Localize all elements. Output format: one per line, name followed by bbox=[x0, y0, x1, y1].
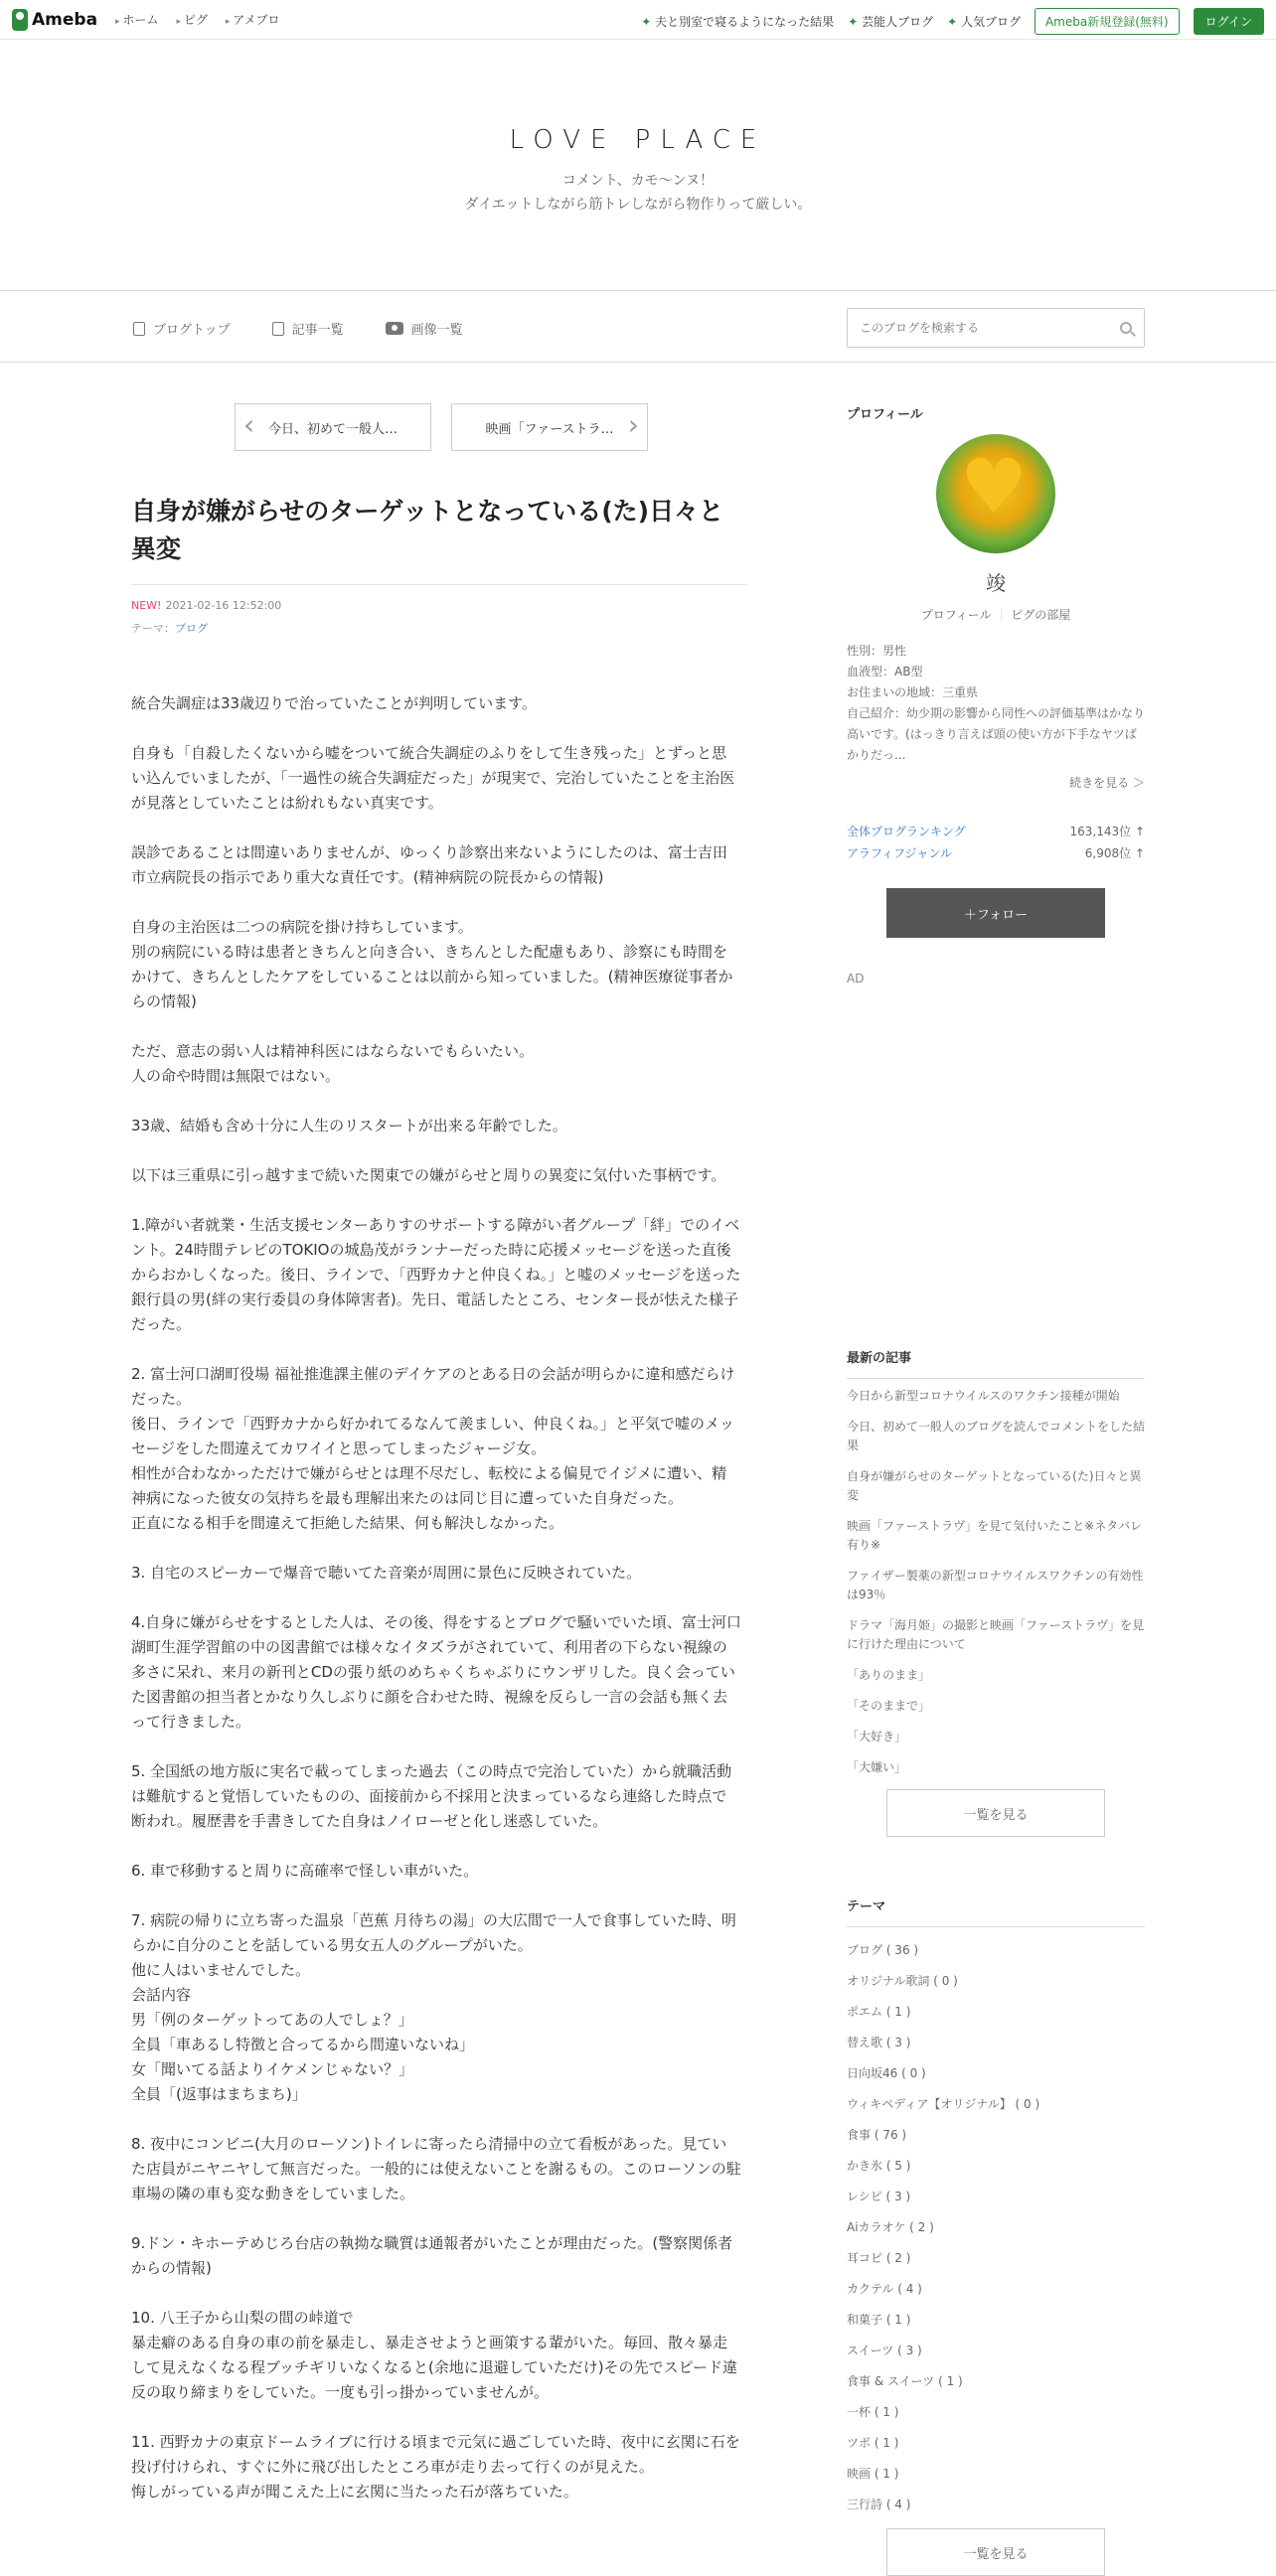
nav-blog-top-label: ブログトップ bbox=[153, 323, 231, 338]
article-paragraph: 7. 病院の帰りに立ち寄った温泉「芭蕉 月待ちの湯」の大広間で一人で食事していた時、明らかに自分のことを話している男女五人のグループがいた。 他に人はいませんでした。 会話内容 男「例のターゲットってあの人でしょ？」 全員「車あるし特徴と合ってるから間違いないね」 女「聞いてる話よりイケメンじゃない？」 全員「(返事はまちまち)」 bbox=[131, 1911, 736, 2103]
article-paragraph: 11. 西野カナの東京ドームライブに行ける頃まで元気に過ごしていた時、夜中に玄関に石を投げ付けられ、すぐに外に飛び出したところ車が走り去って行くのが見えた。 悔しがっている声が聞こえた上に玄関に当たった石が落ちていた。 bbox=[131, 2433, 740, 2500]
themes-heading: テーマ bbox=[847, 1899, 886, 1914]
theme-item[interactable]: スイーツ ( 3 ) bbox=[847, 2344, 922, 2357]
article-paragraph: 以下は三重県に引っ越すまで続いた関東での嫌がらせと周りの異変に気付いた事柄です。 bbox=[131, 1166, 726, 1184]
article-paragraph: 自身も「自殺したくないから嘘をついて統合失調症のふりをして生き残った」とずっと思い込んでいましたが、「一過性の統合失調症だった」が現実で、完治していたことを主治医が見落としていたことは紛れもない真実です。 bbox=[131, 744, 735, 812]
popular-blog-link[interactable]: ✦ 人気ブログ bbox=[947, 13, 1021, 30]
article-theme-label: テーマ： bbox=[131, 622, 175, 635]
blog-description bbox=[0, 169, 1276, 217]
theme-item[interactable]: かき氷 ( 5 ) bbox=[847, 2159, 911, 2173]
article-paragraph: 10. 八王子から山梨の間の峠道で 暴走癖のある自身の車の前を暴走し、暴走させようと画策する輩がいた。毎回、散々暴走して見えなくなる程ブッチギリいなくなると(余地に退避していただけ)その先でスピード違反の取り締まりをしていた。一度も引っ掛かっていませんが。 bbox=[131, 2309, 738, 2401]
themes-list bbox=[847, 1926, 1145, 2520]
article-paragraph: 統合失調症は33歳辺りで治っていたことが判明しています。 bbox=[131, 694, 537, 712]
genre-ranking-link[interactable]: アラフィフジャンル bbox=[847, 846, 953, 860]
ad-label: AD bbox=[847, 972, 865, 985]
copy-icon bbox=[272, 322, 284, 336]
article-paragraph: 誤診であることは間違いありませんが、ゆっくり診察出来ないようにしたのは、富士吉田市立病院長の指示であり重大な責任です。(精神病院の院長からの情報) bbox=[131, 843, 727, 886]
article-paragraph: 自身の主治医は二つの病院を掛け持ちしています。 別の病院にいる時は患者ときちんと向き合い、きちんとした配慮もあり、診察にも時間をかけて、きちんとしたケアをしていることは以前から知っていました。(精神医療従事者からの情報) bbox=[131, 918, 733, 1010]
search-icon[interactable] bbox=[1120, 322, 1132, 334]
profile-gender: 性別：男性 bbox=[847, 644, 907, 658]
article-pager bbox=[135, 403, 747, 451]
theme-item[interactable]: 和菓子 ( 1 ) bbox=[847, 2313, 911, 2327]
theme-item[interactable]: ウィキペディア【オリジナル】 ( 0 ) bbox=[847, 2097, 1040, 2111]
avatar[interactable] bbox=[936, 434, 1055, 553]
blog-search-input[interactable] bbox=[860, 321, 1120, 335]
nav-image-list[interactable] bbox=[386, 319, 463, 338]
theme-item[interactable]: ポエム ( 1 ) bbox=[847, 2005, 911, 2019]
profile-nickname[interactable]: 竣 bbox=[986, 571, 1006, 595]
themes bbox=[847, 1895, 1145, 2576]
theme-item[interactable]: ブログ ( 36 ) bbox=[847, 1943, 919, 1957]
recent-article-item[interactable]: 「大好き」 bbox=[847, 1730, 907, 1743]
document-icon bbox=[133, 322, 145, 336]
recent-articles-heading: 最新の記事 bbox=[847, 1351, 912, 1366]
recent-article-item[interactable]: 「そのままで」 bbox=[847, 1699, 931, 1713]
theme-item[interactable]: レシピ ( 3 ) bbox=[847, 2190, 911, 2203]
profile-intro: 自己紹介：幼少期の影響から同性への評価基準はかなり高いです。(はっきり言えば頭の使い方が下手なヤツばかりだっ... bbox=[847, 706, 1146, 762]
theme-item[interactable]: オリジナル歌詞 ( 0 ) bbox=[847, 1974, 958, 1988]
global-nav-ameblo[interactable]: ▸ アメブロ bbox=[226, 11, 280, 28]
profile-blood-type: 血液型：AB型 bbox=[847, 665, 923, 679]
ameba-logo-icon bbox=[12, 9, 28, 31]
theme-item[interactable]: 耳コピ ( 2 ) bbox=[847, 2251, 911, 2265]
genre-ranking-value: 6,908位 ↑ bbox=[1084, 846, 1145, 860]
profile-location: お住まいの地域：三重県 bbox=[847, 685, 979, 699]
sidebar bbox=[847, 403, 1146, 2562]
next-article-button[interactable]: 映画「ファーストラ… › bbox=[451, 403, 648, 451]
nav-blog-top[interactable] bbox=[133, 319, 231, 338]
recent-article-item[interactable]: 今日から新型コロナウイルスのワクチン接種が開始 bbox=[847, 1389, 1120, 1403]
theme-item[interactable]: 一杯 ( 1 ) bbox=[847, 2405, 899, 2419]
article-paragraph: ただ、意志の弱い人は精神科医にはならないでもらいたい。 人の命や時間は無限ではない。 bbox=[131, 1042, 535, 1085]
article-body bbox=[131, 691, 741, 2504]
overall-ranking-row bbox=[847, 821, 1145, 842]
prev-article-button[interactable]: ‹ 今日、初めて一般人… bbox=[235, 403, 431, 451]
article-date: 2021-02-16 12:52:00 bbox=[165, 599, 282, 612]
article-theme-link[interactable]: ブログ bbox=[175, 622, 208, 635]
pigg-room-link[interactable]: ｜ ピグの部屋 bbox=[992, 608, 1071, 622]
celebrity-blog-link[interactable]: ✦ 芸能人ブログ bbox=[848, 13, 933, 30]
theme-item[interactable]: 食事 ( 76 ) bbox=[847, 2128, 907, 2142]
theme-item[interactable]: 食事 & スイーツ ( 1 ) bbox=[847, 2374, 963, 2388]
article-theme bbox=[131, 620, 747, 636]
article-paragraph: 3. 自宅のスピーカーで爆音で聴いてた音楽が周囲に景色に反映されていた。 bbox=[131, 1564, 642, 1582]
nav-image-list-label: 画像一覧 bbox=[410, 323, 463, 338]
overall-ranking-link[interactable]: 全体ブログランキング bbox=[847, 825, 966, 838]
global-nav bbox=[115, 11, 279, 28]
article-paragraph: 9.ドン・キホーテめじろ台店の執拗な職質は通報者がいたことが理由だった。(警察関係者からの情報) bbox=[131, 2234, 733, 2277]
recent-article-item[interactable]: ドラマ「海月姫」の撮影と映画「ファーストラヴ」を見に行けた理由について bbox=[847, 1618, 1145, 1651]
blog-search bbox=[847, 308, 1145, 348]
profile-link[interactable]: プロフィール bbox=[920, 608, 992, 622]
new-badge: NEW! bbox=[131, 599, 162, 612]
profile-info bbox=[847, 641, 1145, 766]
global-nav-pigg[interactable]: ▸ ピグ bbox=[176, 11, 207, 28]
genre-ranking-row bbox=[847, 842, 1145, 864]
theme-item[interactable]: Aiカラオケ ( 2 ) bbox=[847, 2220, 934, 2234]
article-paragraph: 2. 富士河口湖町役場 福祉推進課主催のデイケアのとある日の会話が明らかに違和感だらけだった。 後日、ラインで「西野カナから好かれてるなんて羨ましい、仲良くね。」と平気で嘘のメッセージをした間違えてカワイイと思ってしまったジャージ女。 相性が合わなかっただけで嫌がらせとは理不尽だし、転校による偏見でイジメに遭い、精神病になった彼女の気持ちを最も理解出来たのは同じ目に遭っていた自身だった。 正直になる相手を間違えて拒絶した結果、何も解決しなかった。 bbox=[131, 1365, 735, 1532]
recent-article-item[interactable]: 「大嫌い」 bbox=[847, 1760, 907, 1774]
trending-link[interactable]: ✦ 夫と別室で寝るようになった結果 bbox=[641, 13, 834, 30]
theme-item[interactable]: 三行詩 ( 4 ) bbox=[847, 2498, 911, 2511]
ranking bbox=[847, 821, 1145, 864]
recent-article-item[interactable]: 映画「ファーストラヴ」を見て気付いたこと※ネタバレ有り※ bbox=[847, 1519, 1143, 1552]
article-meta bbox=[131, 599, 747, 612]
article-paragraph: 5. 全国紙の地方版に実名で載ってしまった過去（この時点で完治していた）から就職活動は難航すると覚悟していたものの、面接前から不採用と決まっているなら連絡した時点で断われ。履歴書を手書きしてた自身はノイローゼと化し迷惑していた。 bbox=[131, 1762, 732, 1830]
blog-header bbox=[0, 40, 1276, 290]
themes-list-more-button[interactable]: 一覧を見る bbox=[886, 2528, 1105, 2576]
global-nav-home[interactable]: ▸ ホーム bbox=[115, 11, 158, 28]
follow-button[interactable]: ＋フォロー bbox=[886, 888, 1105, 938]
article-paragraph: 1.障がい者就業・生活支援センターありすのサポートする障がい者グループ「絆」でのイベント。24時間テレビのTOKIOの城島茂がランナーだった時に応援メッセージを送った直後からおかしくなった。後日、ラインで、「西野カナと仲良くね。」と嘘のメッセージを送った銀行員の男(絆の実行委員の身体障害者)。先日、電話したところ、センター長が怯えた様子だった。 bbox=[131, 1216, 741, 1333]
camera-icon bbox=[386, 322, 403, 335]
register-button[interactable]: Ameba新規登録(無料) bbox=[1035, 8, 1180, 35]
theme-item[interactable]: ツボ ( 1 ) bbox=[847, 2436, 899, 2450]
recent-list-more-button[interactable]: 一覧を見る bbox=[886, 1789, 1105, 1837]
blog-nav bbox=[0, 290, 1276, 363]
article-paragraph: 33歳、結婚も含め十分に人生のリスタートが出来る年齢でした。 bbox=[131, 1117, 567, 1135]
blog-description-line2: ダイエットしながら筋トレしながら物作りって厳しい。 bbox=[464, 197, 812, 213]
theme-item[interactable]: 替え歌 ( 3 ) bbox=[847, 2036, 911, 2049]
blog-title[interactable]: LOVE PLACE bbox=[509, 125, 767, 155]
topbar-right bbox=[641, 8, 1264, 35]
recent-articles bbox=[847, 1347, 1145, 1837]
recent-article-item[interactable]: 自身が嫌がらせのターゲットとなっている(た)日々と異変 bbox=[847, 1469, 1142, 1502]
article-paragraph: 8. 夜中にコンビニ(大月のローソン)トイレに寄ったら清掃中の立て看板があった。見ていた店員がニヤニヤして無言だった。一般的には使えないことを謝るもの。このローソンの駐車場の隣の車も変な動きをしていました。 bbox=[131, 2135, 741, 2202]
login-button[interactable]: ログイン bbox=[1194, 8, 1264, 35]
profile-heading: プロフィール bbox=[847, 407, 923, 422]
article-title: 自身が嫌がらせのターゲットとなっている(た)日々と異変 bbox=[131, 493, 747, 585]
article-paragraph: 6. 車で移動すると周りに高確率で怪しい車がいた。 bbox=[131, 1862, 479, 1880]
profile-links bbox=[847, 606, 1145, 623]
theme-item[interactable]: 日向坂46 ( 0 ) bbox=[847, 2066, 926, 2080]
recent-article-item[interactable]: 「ありのまま」 bbox=[847, 1668, 931, 1682]
recent-article-item[interactable]: ファイザー製薬の新型コロナウイルスワクチンの有効性は93％ bbox=[847, 1569, 1144, 1601]
recent-article-item[interactable]: 今日、初めて一般人のブログを読んでコメントをした結果 bbox=[847, 1420, 1146, 1452]
ameba-logo-text: Ameba bbox=[32, 9, 98, 30]
theme-item[interactable]: 映画 ( 1 ) bbox=[847, 2467, 899, 2481]
ameba-logo[interactable] bbox=[12, 9, 97, 31]
nav-article-list-label: 記事一覧 bbox=[291, 323, 344, 338]
blog-description-line1: コメント、カモ〜ンヌ！ bbox=[561, 173, 715, 189]
theme-item[interactable]: カクテル ( 4 ) bbox=[847, 2282, 922, 2296]
overall-ranking-value: 163,143位 ↑ bbox=[1069, 825, 1145, 838]
article-paragraph: 4.自身に嫌がらせをするとした人は、その後、得をするとブログで騒いでいた頃、富士河口湖町生涯学習館の中の図書館では様々なイタズラがされていて、利用者の下らない視線の多さに呆れ、来月の新刊とCDの張り紙のめちゃくちゃぶりにウンザリした。良く会っていた図書館の担当者とかなり久しぶりに顔を合わせた時、視線を反らし一言の会話も無く去って行きました。 bbox=[131, 1613, 741, 1731]
global-header bbox=[0, 0, 1276, 40]
nav-article-list[interactable] bbox=[272, 319, 344, 338]
recent-articles-list bbox=[847, 1378, 1145, 1777]
article-main bbox=[131, 403, 747, 2529]
profile-more-link[interactable]: 続きを見る ＞ bbox=[1069, 776, 1145, 790]
